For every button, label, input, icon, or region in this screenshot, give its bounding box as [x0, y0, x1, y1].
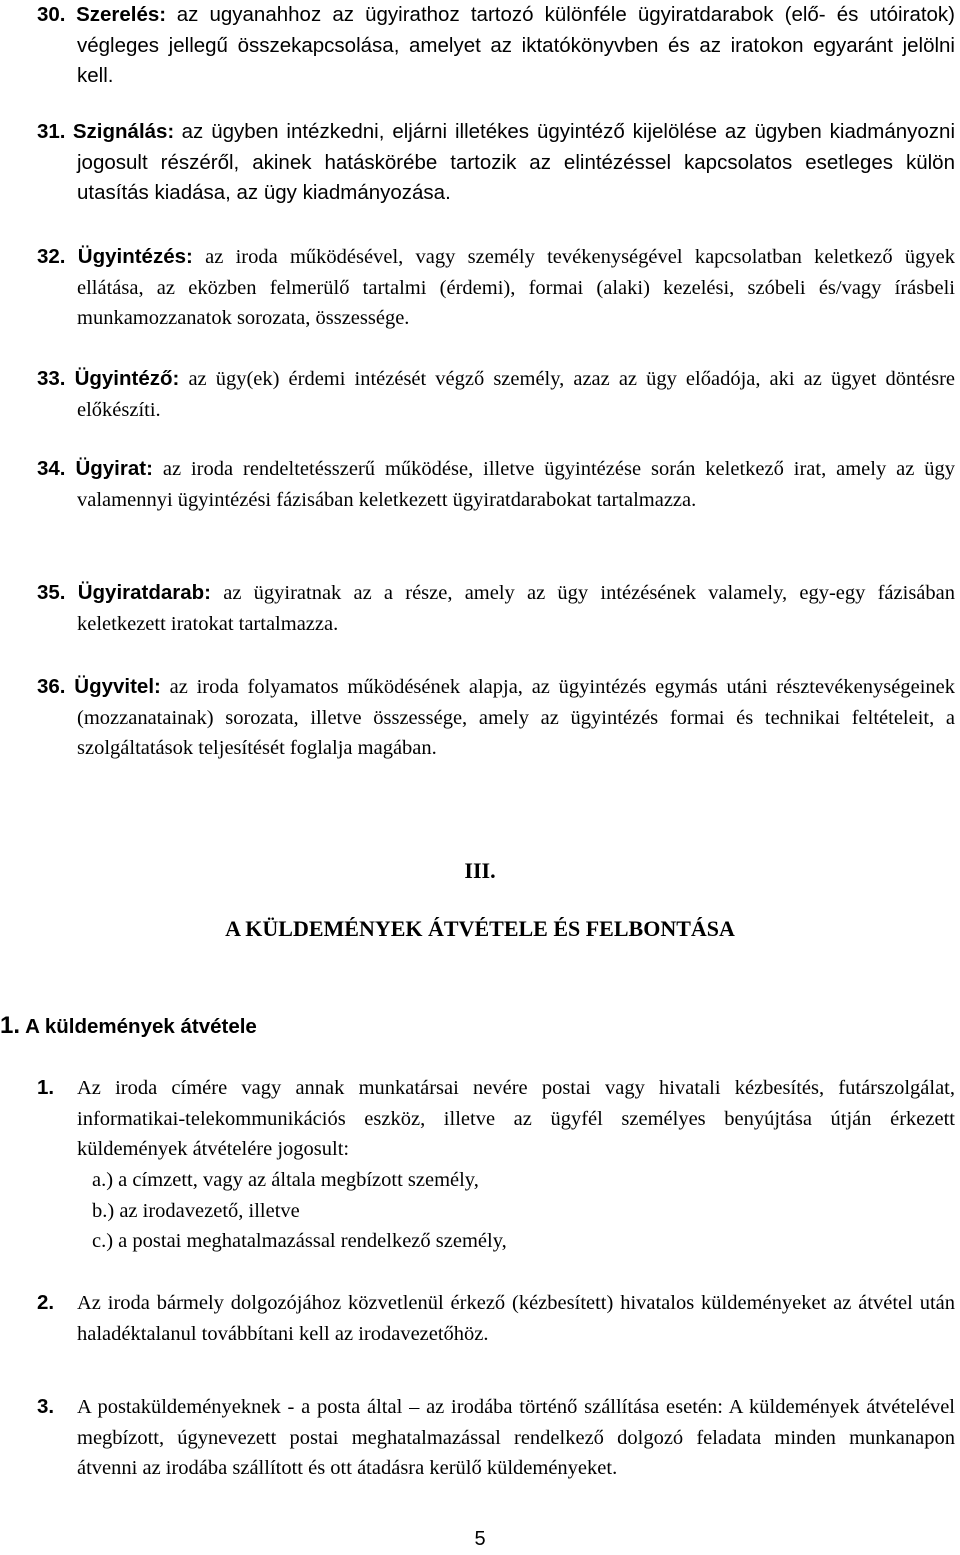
definition-term: Ügyvitel:: [74, 675, 161, 698]
definition-number: 36.: [37, 675, 66, 698]
definition-term: Ügyiratdarab:: [77, 581, 211, 604]
definition-text: az ügyiratnak az a része, amely az ügy intézésének valamely, egy-egy fázisában keletkezett iratokat tartalmazza.: [77, 582, 955, 635]
chapter-number: III.: [464, 858, 496, 883]
definition-term: Ügyintézés:: [77, 245, 193, 268]
list-item-3: [37, 1392, 955, 1484]
definition-33: [37, 364, 955, 425]
item-text: A postaküldeményeknek - a posta által – az irodába történő szállítása esetén: A küldemények átvételével megbízott, úgynevezett postai meghatalmazással rendelkező dolgozó feladata minden munkanapon átvenni az irodába szállított és ott átadásra kerülő küldeményeket.: [77, 1396, 955, 1480]
definition-term: Szignálás:: [72, 120, 175, 143]
definition-32: [37, 242, 955, 334]
definition-text: az iroda rendeltetésszerű működése, illetve ügyintézése során keletkező irat, amely az ügy valamennyi ügyintézési fázisában keletkezett ügyiratdarabokat tartalmazza.: [77, 458, 956, 511]
definition-35: [37, 578, 955, 639]
definition-30: [37, 0, 955, 92]
item-text: Az iroda címére vagy annak munkatársai nevére postai vagy hivatali kézbesítés, futárszolgálat, informatikai-telekommunikációs eszköz, illetve az ügyfél személyes benyújtása útján érkezett küldemények átvételére jogosult:: [77, 1077, 955, 1161]
list-item-1: [37, 1073, 955, 1165]
definition-36: [37, 672, 955, 764]
definition-number: 31.: [37, 120, 66, 143]
list-item-2: [37, 1288, 955, 1349]
definition-text: az ugyanahhoz az ügyirathoz tartozó különféle ügyiratdarabok (elő- és utóiratok) végleges jellegű összekapcsolása, amelyet az iktatókönyvben és az iratokon egyaránt jelölni kell.: [77, 3, 956, 88]
item-number: 1.: [37, 1076, 55, 1099]
item-number: 2.: [37, 1291, 55, 1314]
definition-text: az iroda működésével, vagy személy tevékenységével kapcsolatban keletkező ügyek ellátása, az eközben felmerülő tartalmi (érdemi), formai (alaki) kezelési, szóbeli és/vagy írásbeli munkamozzanatok sorozata, összessége.: [77, 246, 956, 330]
page-number: 5: [474, 1528, 486, 1550]
item-text: Az iroda bármely dolgozójához közvetlenül érkező (kézbesített) hivatalos küldeményeket az átvétel után haladéktalanul továbbítani kell az irodavezetőhöz.: [77, 1292, 955, 1345]
definition-text: az ügy(ek) érdemi intézését végző személy, azaz az ügy előadója, aki az ügyet döntésre előkészíti.: [77, 368, 956, 421]
definition-31: [37, 117, 955, 209]
item-number: 3.: [37, 1395, 55, 1418]
definition-text: az ügyben intézkedni, eljárni illetékes ügyintéző kijelölése az ügyben kiadmányozni jogosult részéről, akinek hatáskörébe tartozik az elintézéssel kapcsolatos esetleges külön utasítás kiadása, az ügy kiadmányozása.: [77, 120, 956, 205]
definition-number: 34.: [37, 457, 66, 480]
chapter-title: A KÜLDEMÉNYEK ÁTVÉTELE ÉS FELBONTÁSA: [225, 916, 735, 941]
definition-term: Ügyirat:: [75, 457, 153, 480]
definition-number: 30.: [37, 3, 66, 26]
definition-number: 33.: [37, 367, 66, 390]
definition-number: 32.: [37, 245, 66, 268]
definition-term: Szerelés:: [76, 3, 167, 26]
sub-item-a: a.) a címzett, vagy az általa megbízott személy,: [92, 1169, 479, 1191]
definition-term: Ügyintéző:: [74, 367, 180, 390]
sub-item-b: b.) az irodavezető, illetve: [92, 1200, 300, 1222]
definition-number: 35.: [37, 581, 66, 604]
section-heading: [0, 1011, 257, 1043]
definition-34: [37, 454, 955, 515]
sub-item-c: c.) a postai meghatalmazással rendelkező személy,: [92, 1230, 507, 1252]
section-number: 1.: [0, 1012, 21, 1039]
definition-text: az iroda folyamatos működésének alapja, az ügyintézés egymás utáni résztevékenységeinek (mozzanatainak) sorozata, illetve összessége, amely az ügyintézés formai és technikai feltételeit, a szolgáltatások teljesítését foglalja magában.: [77, 676, 955, 760]
section-title: A küldemények átvétele: [25, 1015, 257, 1038]
